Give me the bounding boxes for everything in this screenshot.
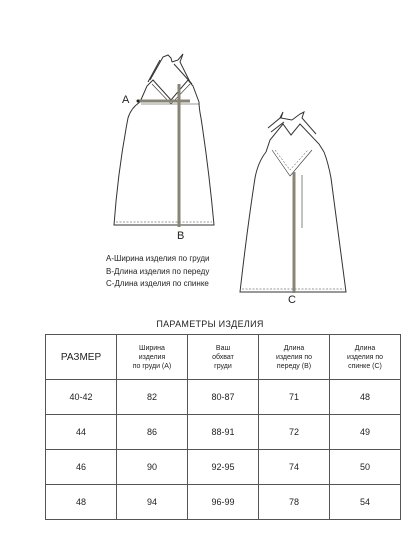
table-header-row bbox=[46, 335, 401, 380]
table-row bbox=[46, 485, 401, 520]
table-row bbox=[46, 415, 401, 450]
legend-item: В-Длина изделия по переду bbox=[106, 266, 210, 276]
cell-width: 82 bbox=[117, 380, 188, 415]
cell-back-length: 54 bbox=[330, 485, 401, 520]
cell-front-length: 74 bbox=[259, 450, 330, 485]
cell-size: 40-42 bbox=[46, 380, 117, 415]
cell-back-length: 50 bbox=[330, 450, 401, 485]
front-view-dress bbox=[114, 54, 214, 225]
table-title: ПАРАМЕТРЫ ИЗДЕЛИЯ bbox=[156, 319, 264, 329]
cell-bust: 80-87 bbox=[188, 380, 259, 415]
cell-back-length: 49 bbox=[330, 415, 401, 450]
cell-front-length: 78 bbox=[259, 485, 330, 520]
cell-bust: 96-99 bbox=[188, 485, 259, 520]
cell-width: 90 bbox=[117, 450, 188, 485]
size-table bbox=[45, 334, 401, 520]
cell-width: 94 bbox=[117, 485, 188, 520]
cell-size: 44 bbox=[46, 415, 117, 450]
header-width-a: Ширина изделия по груди (А) bbox=[117, 335, 188, 380]
legend-item: А-Ширина изделия по груди bbox=[106, 254, 210, 263]
legend-item: С-Длина изделия по спинке bbox=[106, 279, 209, 288]
cell-size: 48 bbox=[46, 485, 117, 520]
header-size: РАЗМЕР bbox=[46, 335, 117, 380]
measure-label-b: B bbox=[177, 230, 185, 242]
cell-back-length: 48 bbox=[330, 380, 401, 415]
cell-front-length: 71 bbox=[259, 380, 330, 415]
measure-label-a: A bbox=[122, 94, 130, 106]
cell-size: 46 bbox=[46, 450, 117, 485]
table-row bbox=[46, 380, 401, 415]
cell-width: 86 bbox=[117, 415, 188, 450]
table-row bbox=[46, 450, 401, 485]
cell-bust: 92-95 bbox=[188, 450, 259, 485]
header-back-length-c: Длина изделия по спинке (С) bbox=[330, 335, 401, 380]
measurement-legend bbox=[106, 253, 209, 291]
cell-front-length: 72 bbox=[259, 415, 330, 450]
measure-label-c: C bbox=[288, 294, 296, 306]
header-front-length-b: Длина изделия по переду (В) bbox=[259, 335, 330, 380]
header-bust: Ваш обхват груди bbox=[188, 335, 259, 380]
cell-bust: 88-91 bbox=[188, 415, 259, 450]
